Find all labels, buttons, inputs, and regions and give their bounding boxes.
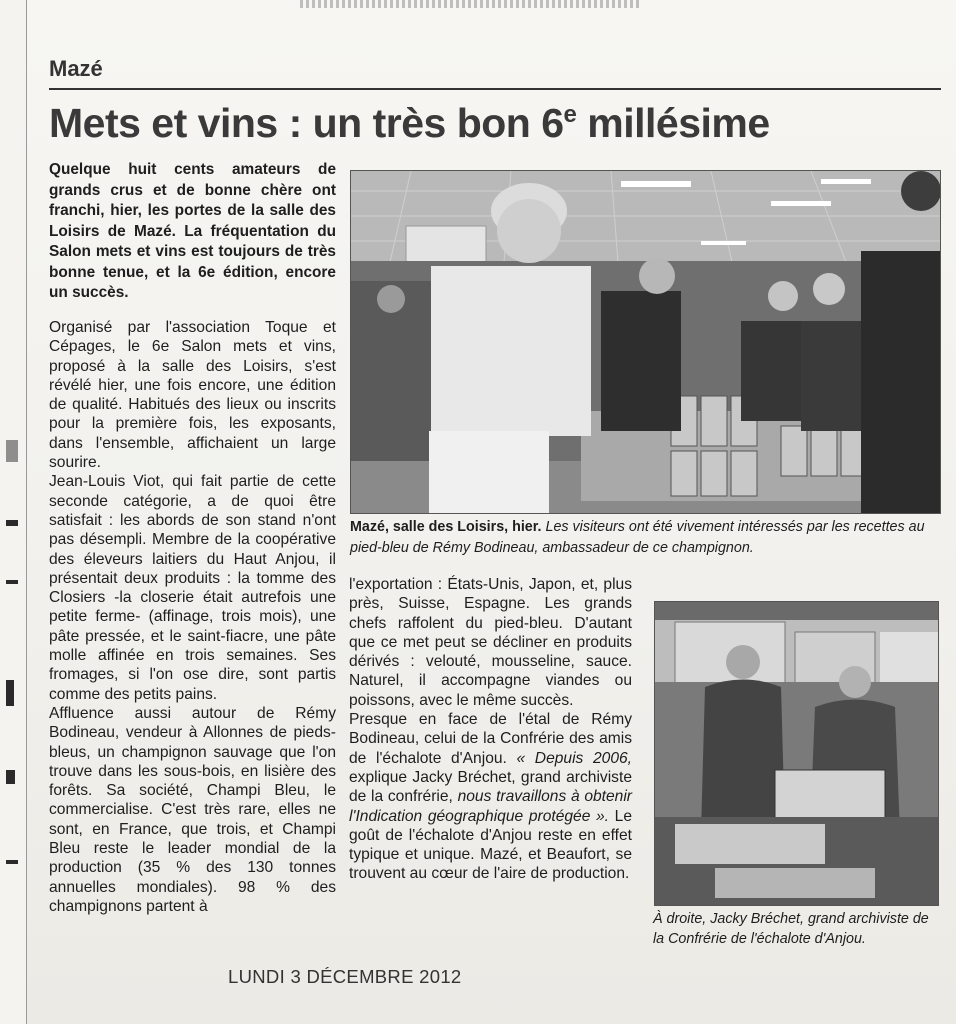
text-span: explique Jacky Bréchet, grand archiviste de la confrérie, xyxy=(349,768,632,806)
section-rule xyxy=(49,88,941,90)
lead-paragraph: Quelque huit cents amateurs de grands crus et de bonne chère ont franchi, hier, les portes de la salle des Loisirs de Mazé. La fréquentation du Salon mets et vins est toujours de très bonne tenue, et la 6e édition, encore un succès. xyxy=(49,161,336,301)
paragraph xyxy=(349,710,632,884)
photo-salon-stand-image xyxy=(351,171,940,513)
body-column-2 xyxy=(349,575,632,884)
publication-date: LUNDI 3 DÉCEMBRE 2012 xyxy=(228,966,462,987)
left-margin-clipping xyxy=(0,0,27,1024)
headline-superscript: e xyxy=(563,101,577,128)
photo-confrerie-stand-image xyxy=(655,602,938,905)
caption-lead: Mazé, salle des Loisirs, hier. xyxy=(350,519,542,535)
caption-text: Les visiteurs ont été vivement intéressés par les recettes au pied-bleu de Rémy Bodineau, ambassadeur de ce champignon. xyxy=(350,519,925,556)
paragraph: l'exportation : États-Unis, Japon, et, plus près, Suisse, Espagne. Les grands chefs raffolent du pied-bleu. D'autant que ce met peut se décliner en produits dérivés : velouté, mousseline, sauce. Naturel, il accompagne viandes ou poissons, avec le même succès. xyxy=(349,576,632,709)
section-label: Mazé xyxy=(49,56,103,81)
body-column-1 xyxy=(49,318,336,916)
paragraph: Affluence aussi autour de Rémy Bodineau, vendeur à Allonnes de pieds-bleus, un champignon sauvage que l'on trouve dans les sous-bois, en lisière des forêts. Sa société, Champi Bleu, le commercialise. C'est très rare, elles ne sont, en France, que trois, et Champi Bleu reste le leader mondial de la production (35 % des 130 tonnes annuelles mondiales). 98 % des champignons partent à xyxy=(49,704,336,915)
headline xyxy=(49,100,770,147)
photo-caption-2: À droite, Jacky Bréchet, grand archiviste de la Confrérie de l'échalote d'Anjou. xyxy=(653,911,929,947)
clipped-previous-article-edge xyxy=(300,0,640,8)
paragraph: Organisé par l'association Toque et Cépages, le 6e Salon mets et vins, proposé à la salle des Loisirs, s'est révélé hier, une fois encore, une édition de qualité. Habitués des lieux ou inscrits pour la première fois, les exposants, dans l'ensemble, affichaient un large sourire. xyxy=(49,319,336,472)
photo-caption-1 xyxy=(350,517,940,558)
photo-confrerie-stand xyxy=(654,601,939,906)
text-span: Le goût de l'échalote d'Anjou reste en effet typique et unique. Mazé, et Beaufort, se trouvent au cœur de l'aire de production. xyxy=(349,807,633,883)
quote-span: « Depuis 2006, xyxy=(516,749,632,767)
headline-main: Mets et vins : un très bon 6 xyxy=(49,100,564,146)
paragraph: Jean-Louis Viot, qui fait partie de cette seconde catégorie, a de quoi être satisfait : les abords de son stand n'ont pas désempli. Membre de la coopérative des éleveurs laitiers du Haut Anjou, il présentait deux produits : la tomme des Closiers -la closerie était autrefois une petite ferme- (affinage, trois mois), une pâte pressée, et le saint-fiacre, une pâte molle affinée en trois semaines. Ses fromages, si l'on ose dire, sont partis comme des petits pains. xyxy=(49,473,336,703)
headline-end: millésime xyxy=(576,100,770,146)
text-span: Presque en face de l'étal de Rémy Bodineau, celui de la Confrérie des amis de l'échalote d'Anjou. xyxy=(349,711,632,767)
photo-salon-stand xyxy=(350,170,941,514)
quote-span: nous travaillons à obtenir l'Indication géographique protégée ». xyxy=(349,788,632,825)
